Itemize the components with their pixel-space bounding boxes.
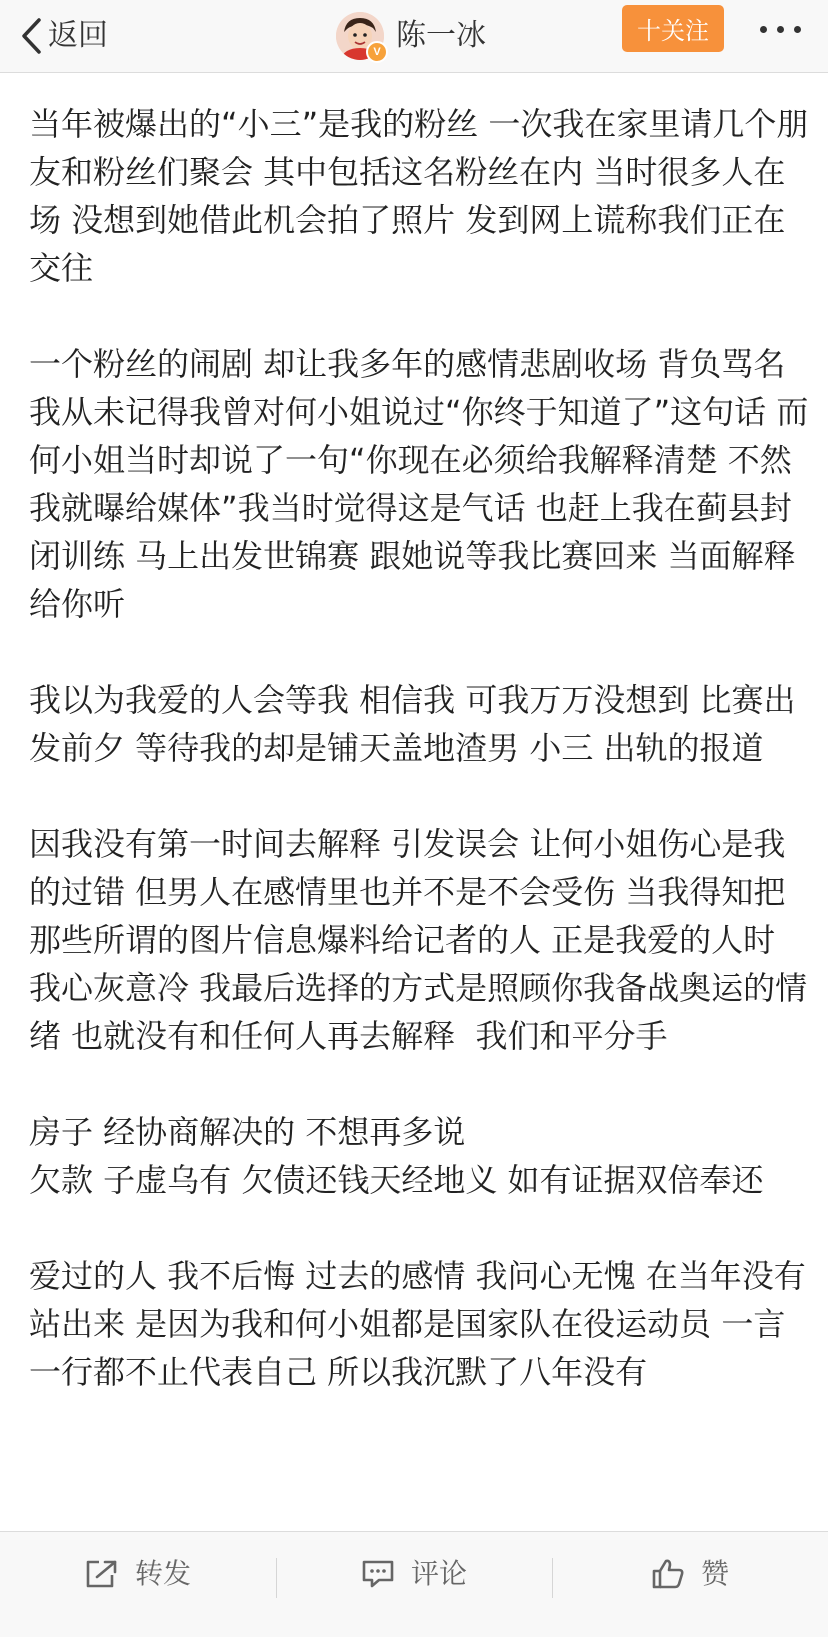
comment-label: 评论 (410, 1557, 467, 1590)
share-arrow-icon (85, 1559, 119, 1589)
back-button[interactable] (20, 0, 108, 72)
chevron-left-icon (20, 17, 42, 55)
article-paragraph: 因我没有第一时间去解释 引发误会 让何小姐伤心是我的过错 但男人在感情里也并不是不会受伤 当我得知把那些所谓的图片信息爆料给记者的人 正是我爱的人时 我心灰意冷 我最后选择的方式是照顾你我备战奥运的情绪 也就没有和任何人再去解释 我们和平分手 (29, 825, 808, 1055)
author-name[interactable]: 陈一冰 (396, 18, 486, 53)
avatar[interactable] (336, 12, 384, 60)
article-paragraph: 一个粉丝的闹剧 却让我多年的感情悲剧收场 背负骂名 我从未记得我曾对何小姐说过“你终于知道了”这句话 而何小姐当时却说了一句“你现在必须给我解释清楚 不然我就曝给媒体”我当时觉得这是气话 也赶上我在蓟县封闭训练 马上出发世锦赛 跟她说等我比赛回来 当面解释给你听 (29, 345, 809, 623)
comment-button[interactable] (276, 1532, 552, 1616)
bottom-action-bar (0, 1531, 828, 1637)
more-icon[interactable] (752, 0, 808, 58)
article-paragraph: 我以为我爱的人会等我 相信我 可我万万没想到 比赛出发前夕 等待我的却是铺天盖地渣男 小三 出轨的报道 (29, 681, 796, 767)
thumbs-up-icon (651, 1558, 685, 1590)
follow-button[interactable]: 十关注 (622, 5, 724, 52)
article-body (29, 100, 809, 1444)
top-navigation-bar (0, 0, 828, 73)
article-paragraph: 爱过的人 我不后悔 过去的感情 我问心无愧 在当年没有站出来 是因为我和何小姐都是国家队在役运动员 一言一行都不止代表自己 所以我沉默了八年没有 (29, 1257, 806, 1391)
article-paragraph: 房子 经协商解决的 不想再多说 欠款 子虚乌有 欠债还钱天经地义 如有证据双倍奉还 (29, 1113, 764, 1199)
author-info[interactable] (336, 0, 486, 72)
comment-bubble-icon (361, 1559, 395, 1589)
repost-label: 转发 (134, 1557, 191, 1590)
repost-button[interactable] (0, 1532, 276, 1616)
article-paragraph: 当年被爆出的“小三”是我的粉丝 一次我在家里请几个朋友和粉丝们聚会 其中包括这名粉丝在内 当时很多人在场 没想到她借此机会拍了照片 发到网上谎称我们正在交往 (29, 105, 809, 287)
back-label: 返回 (48, 18, 108, 53)
verified-badge: V (366, 41, 388, 63)
like-button[interactable] (552, 1532, 828, 1616)
like-label: 赞 (700, 1557, 729, 1590)
